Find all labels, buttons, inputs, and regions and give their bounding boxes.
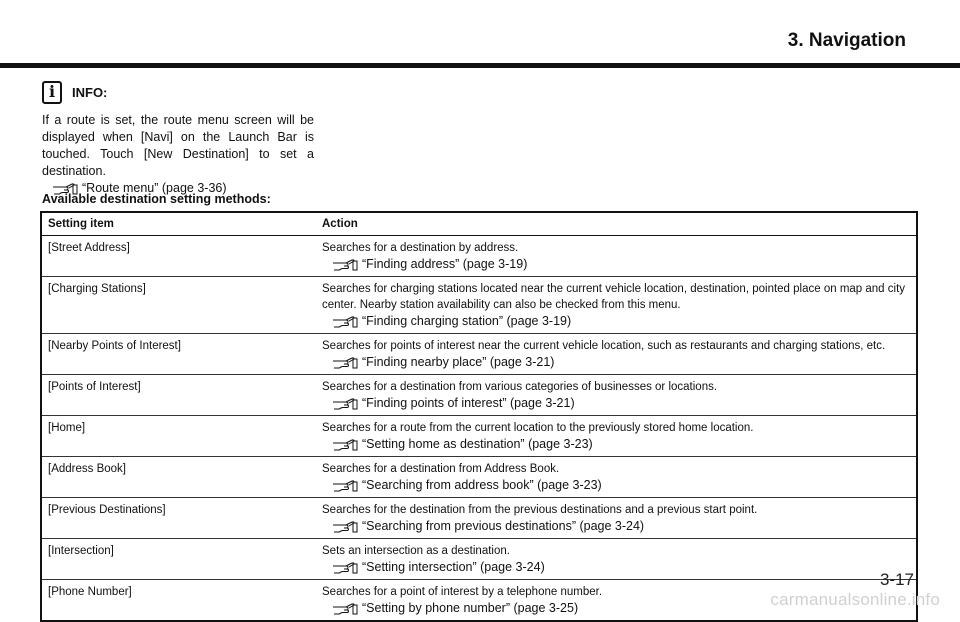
table-row: [41, 416, 917, 457]
methods-title: Available destination setting methods:: [42, 192, 271, 206]
action-reference-text: “Setting intersection” (page 3-24): [362, 560, 545, 574]
watermark: carmanualsonline.info: [770, 590, 940, 609]
action-text: Searches for a route from the current location to the previously stored home location.: [322, 422, 754, 434]
action-text: Searches for points of interest near the current vehicle location, such as restaurants and charging stations, etc.: [322, 340, 886, 352]
setting-item-cell: [Points of Interest]: [41, 375, 316, 416]
action-text: Searches for a destination by address.: [322, 242, 519, 254]
table-row: [41, 457, 917, 498]
header-rule: [0, 63, 960, 68]
setting-item-cell: [Phone Number]: [48, 586, 132, 598]
action-cell: [316, 277, 917, 334]
setting-item-cell: [Street Address]: [41, 236, 316, 277]
action-reference: [322, 477, 910, 494]
action-text: Searches for the destination from the previous destinations and a previous start point.: [322, 504, 758, 516]
pointing-hand-icon: [332, 259, 358, 271]
column-header-setting-item: Setting item: [41, 212, 316, 236]
setting-item-cell: [Intersection]: [41, 539, 316, 580]
action-reference-text: “Finding address” (page 3-19): [362, 257, 528, 271]
action-cell: [316, 375, 917, 416]
action-reference: [322, 518, 910, 535]
info-note: [42, 80, 314, 197]
info-header: [42, 80, 314, 104]
action-cell: [316, 236, 917, 277]
setting-item-cell: [Charging Stations]: [41, 277, 316, 334]
table-row: [41, 498, 917, 539]
info-reference-text: “Route menu” (page 3-36): [82, 181, 227, 195]
action-reference-text: “Searching from previous destinations” (page 3-24): [362, 519, 645, 533]
setting-item-cell: [Address Book]: [41, 457, 316, 498]
pointing-hand-icon: [332, 439, 358, 451]
action-cell: [316, 416, 917, 457]
table-row: [41, 539, 917, 580]
action-reference: [322, 395, 910, 412]
action-reference-text: “Finding charging station” (page 3-19): [362, 314, 572, 328]
setting-item-cell: [Nearby Points of Interest]: [41, 334, 316, 375]
table-row: [41, 277, 917, 334]
table-row: [41, 236, 917, 277]
pointing-hand-icon: [332, 603, 358, 615]
action-reference: [322, 313, 910, 330]
action-text: Sets an intersection as a destination.: [322, 545, 510, 557]
pointing-hand-icon: [332, 521, 358, 533]
action-cell: [316, 334, 917, 375]
action-text: Searches for a point of interest by a telephone number.: [322, 586, 603, 598]
section-title: 3. Navigation: [787, 30, 906, 51]
setting-item-cell: [Home]: [41, 416, 316, 457]
pointing-hand-icon: [332, 398, 358, 410]
action-reference-text: “Setting home as destination” (page 3-23): [362, 437, 593, 451]
pointing-hand-icon: [332, 357, 358, 369]
action-reference: [322, 256, 910, 273]
action-cell: [316, 457, 917, 498]
info-body: If a route is set, the route menu screen will be displayed when [Navi] on the Launch Bar is touched. Touch [New Destination] to set a destination.: [42, 113, 314, 178]
action-reference: [322, 354, 910, 371]
action-reference-text: “Finding nearby place” (page 3-21): [362, 355, 555, 369]
table-header-row: [41, 212, 917, 236]
table-row: [41, 334, 917, 375]
column-header-action: Action: [316, 212, 917, 236]
pointing-hand-icon: [332, 480, 358, 492]
methods-table: [40, 211, 918, 622]
action-reference-text: “Setting by phone number” (page 3-25): [362, 601, 579, 615]
action-reference: [322, 436, 910, 453]
info-label: INFO:: [72, 84, 108, 100]
action-reference: [322, 559, 910, 576]
pointing-hand-icon: [332, 316, 358, 328]
action-text: Searches for a destination from Address Book.: [322, 463, 560, 475]
action-text: Searches for a destination from various categories of businesses or locations.: [322, 381, 718, 393]
action-reference-text: “Finding points of interest” (page 3-21): [362, 396, 575, 410]
table-row: [41, 375, 917, 416]
methods-table-body: [41, 236, 917, 622]
action-cell: [316, 498, 917, 539]
action-text: Searches for charging stations located near the current vehicle location, destination, pointed place on map and city center. Nearby station availability can also be checked from this menu.: [322, 283, 906, 311]
action-cell: [316, 539, 917, 580]
page-number: 3-17: [879, 570, 914, 589]
setting-item-cell: [Previous Destinations]: [41, 498, 316, 539]
action-reference-text: “Searching from address book” (page 3-23): [362, 478, 602, 492]
pointing-hand-icon: [332, 562, 358, 574]
info-icon: i: [42, 81, 62, 104]
